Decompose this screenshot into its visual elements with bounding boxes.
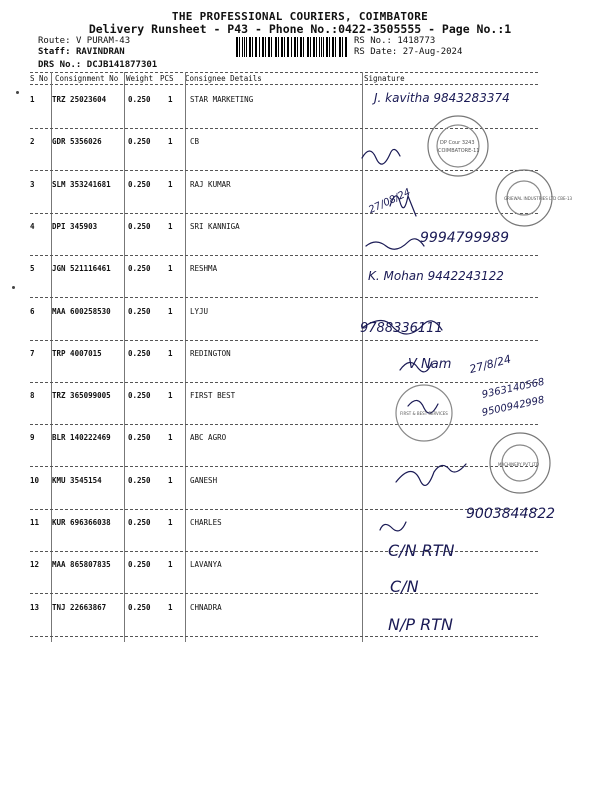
- row-pcs: 1: [168, 137, 173, 146]
- row-consignee: FIRST BEST: [190, 391, 236, 400]
- row-pcs: 1: [168, 264, 173, 273]
- row-consignment: SLM 353241681: [52, 180, 111, 189]
- drs-label: DRS No.:: [38, 60, 82, 70]
- handwritten-name: K. Mohan 9442243122: [368, 269, 504, 283]
- handwritten-note: C/N RTN: [388, 541, 455, 560]
- signature-drawing: [360, 78, 596, 658]
- row-weight: 0.250: [128, 433, 151, 442]
- row-consignment: KUR 696366038: [52, 518, 111, 527]
- row-sno: 8: [30, 391, 35, 400]
- row-consignee: CHNADRA: [190, 603, 222, 612]
- row-pcs: 1: [168, 476, 173, 485]
- row-pcs: 1: [168, 349, 173, 358]
- row-pcs: 1: [168, 603, 173, 612]
- row-consignee: STAR MARKETING: [190, 95, 254, 104]
- courier-stamp-inner: [437, 125, 479, 167]
- row-pcs: 1: [168, 518, 173, 527]
- row-consignee: LYJU: [190, 307, 209, 316]
- staff-label: Staff:: [38, 47, 71, 57]
- row-consignee: CB: [190, 137, 200, 146]
- row-consignee: RESHMA: [190, 264, 218, 273]
- row-weight: 0.250: [128, 603, 151, 612]
- row-weight: 0.250: [128, 307, 151, 316]
- row-pcs: 1: [168, 560, 173, 569]
- col-sno: S No: [30, 74, 49, 83]
- handwritten-phone: 9994799989: [420, 230, 510, 246]
- runsheet-subtitle: Delivery Runsheet - P43 - Phone No.:0422-3505555 - Page No.:1: [88, 22, 512, 36]
- row-consignment: GDR 5356026: [52, 137, 102, 146]
- row-weight: 0.250: [128, 137, 151, 146]
- row-sno: 5: [30, 264, 35, 273]
- handwritten-note: N/P RTN: [388, 615, 453, 634]
- signature-area: [360, 78, 596, 658]
- row-weight: 0.250: [128, 476, 151, 485]
- handwritten-date: 27/8/24: [468, 352, 513, 377]
- rs-no-value: 1418773: [397, 36, 436, 46]
- row-sno: 1: [30, 95, 35, 104]
- row-sno: 7: [30, 349, 35, 358]
- row-sno: 2: [30, 137, 35, 146]
- col-pcs: PCS: [160, 74, 174, 83]
- row-pcs: 1: [168, 307, 173, 316]
- col-consignment: Consignment No: [55, 74, 119, 83]
- stamp-text: FIRST & BEST SERVICES: [400, 411, 448, 416]
- row-consignee: REDINGTON: [190, 349, 231, 358]
- row-weight: 0.250: [128, 391, 151, 400]
- signature-scribble: [362, 149, 400, 164]
- stamp-text: COIMBATORE-11: [438, 148, 480, 154]
- stamp-text: GRIEWAL INDUSTRIES LTD CBE-13: [504, 196, 573, 201]
- handwritten-phone: 9788336111: [360, 321, 443, 336]
- row-consignment: TNJ 22663867: [52, 603, 107, 612]
- row-consignee: GANESH: [190, 476, 218, 485]
- col-weight: Weight: [126, 74, 154, 83]
- row-weight: 0.250: [128, 264, 151, 273]
- row-pcs: 1: [168, 391, 173, 400]
- row-consignee: LAVANYA: [190, 560, 222, 569]
- route-line: [38, 36, 130, 46]
- row-weight: 0.250: [128, 222, 151, 231]
- rs-no-line: [354, 36, 435, 46]
- row-sno: 6: [30, 307, 35, 316]
- row-pcs: 1: [168, 222, 173, 231]
- handwritten-note: C/N: [390, 577, 419, 596]
- runsheet-title: THE PROFESSIONAL COURIERS, COIMBATORE: [171, 10, 429, 23]
- row-consignment: TRP 4007015: [52, 349, 102, 358]
- stamp-text: DP Cour 3243: [440, 140, 475, 146]
- row-sno: 9: [30, 433, 35, 442]
- row-sno: 12: [30, 560, 40, 569]
- row-consignment: KMU 3545154: [52, 476, 102, 485]
- row-consignment: MAA 600258530: [52, 307, 111, 316]
- signature-scribble: [396, 464, 466, 485]
- drs-value: DCJB141877301: [86, 60, 158, 70]
- row-consignment: TRZ 365099005: [52, 391, 111, 400]
- row-consignment: BLR 140222469: [52, 433, 111, 442]
- row-weight: 0.250: [128, 180, 151, 189]
- drs-line: [38, 60, 157, 70]
- row-pcs: 1: [168, 95, 173, 104]
- row-consignee: CHARLES: [190, 518, 222, 527]
- rs-date-value: 27-Aug-2024: [402, 47, 463, 57]
- route-value: V PURAM-43: [75, 36, 131, 46]
- row-weight: 0.250: [128, 349, 151, 358]
- row-consignment: TRZ 25023604: [52, 95, 107, 104]
- signature-scribble: [366, 239, 424, 249]
- row-pcs: 1: [168, 180, 173, 189]
- staff-value: RAVINDRAN: [75, 47, 125, 57]
- margin-mark: [12, 286, 15, 289]
- handwritten-name: V Nam: [408, 357, 452, 372]
- row-sno: 4: [30, 222, 35, 231]
- row-consignee: RAJ KUMAR: [190, 180, 231, 189]
- row-sno: 10: [30, 476, 40, 485]
- row-sno: 13: [30, 603, 40, 612]
- row-weight: 0.250: [128, 95, 151, 104]
- row-weight: 0.250: [128, 560, 151, 569]
- signature-scribble: [380, 522, 406, 531]
- handwritten-phone: 9500942998: [480, 394, 546, 419]
- rs-date-label: RS Date:: [354, 47, 398, 57]
- route-label: Route:: [38, 36, 71, 46]
- handwritten-phone: 9003844822: [466, 506, 556, 522]
- barcode: [236, 37, 348, 57]
- row-consignee: SRI KANNIGA: [190, 222, 240, 231]
- rs-date-line: [354, 47, 462, 57]
- row-pcs: 1: [168, 433, 173, 442]
- handwritten-date: 27/08/24: [367, 186, 413, 216]
- col-signature: Signature: [364, 74, 405, 83]
- row-consignment: MAA 865807835: [52, 560, 111, 569]
- row-consignment: DPI 345903: [52, 222, 98, 231]
- handwritten-name: J. kavitha 9843283374: [374, 91, 510, 105]
- rs-no-label: RS No.:: [354, 36, 392, 46]
- row-weight: 0.250: [128, 518, 151, 527]
- staff-line: [38, 47, 125, 57]
- handwritten-phone: 9363140568: [480, 376, 546, 401]
- header-top-rule: [30, 72, 538, 73]
- row-sno: 3: [30, 180, 35, 189]
- row-consignment: JGN 521116461: [52, 264, 111, 273]
- row-consignee: ABC AGRO: [190, 433, 227, 442]
- stamp-text: MACHINERY PVT LTD: [498, 462, 539, 467]
- margin-mark: [16, 91, 19, 94]
- row-sno: 11: [30, 518, 40, 527]
- col-consignee: Consignee Details: [185, 74, 262, 83]
